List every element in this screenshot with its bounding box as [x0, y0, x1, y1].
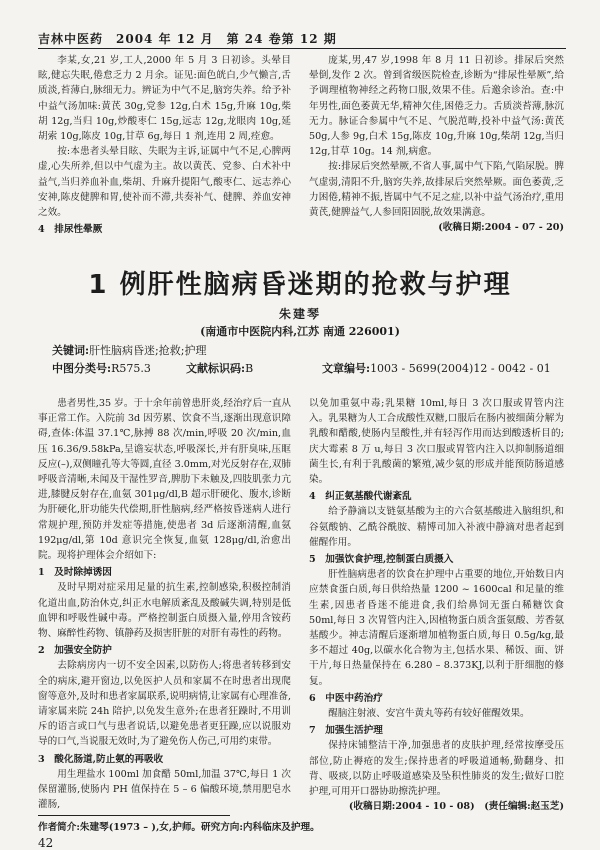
journal-running-header: 吉林中医药 2004 年 12 月 第 24 卷第 12 期	[38, 32, 337, 46]
body-paragraph: 以免加重氨中毒;乳果糖 10ml,每日 3 次口服或胃管内注入。乳果糖为人工合成酸性双糖,口服后在肠内被细菌分解为乳酸和醋酸,使肠内呈酸性,并有轻泻作用而达到酸透析目的;庆大霉素 8 万 u,每日 3 次口服或胃管内注入以抑制肠道细菌生长,有利于乳酸菌的繁殖,减少氨的形成并能预防肠道感染。	[309, 398, 564, 486]
body-paragraph: 及时早期对症采用足量的抗生素,控制感染,积极控制消化道出血,防治休克,纠正水电解质紊乱及酸碱失调,特别是低血钾和呼吸性碱中毒。严格控制蛋白质摄入量,停用含铵药物、麻醉性药物、镇静药及损害肝脏的对肝有毒性的药物。	[38, 582, 291, 640]
commentary-paragraph: 按:排尿后突然晕厥,不省人事,属中气下陷,气陷尿脱。脾气虚弱,清阳不升,脑窍失养,故排尿后突然晕厥。面色萎黄,乏力困倦,精神不振,皆属中气不足之症,以补中益气汤治疗,重用黄芪,健脾益气,人参回阳固脱,故效果满意。	[309, 161, 564, 219]
doc-code-line	[186, 360, 253, 376]
author-affiliation: (南通市中医院内科,江苏 南通 226001)	[200, 325, 400, 338]
doc-code-label: 文献标识码:	[186, 362, 246, 375]
article-number-value: 1003 - 5699(2004)12 - 0042 - 01	[370, 362, 551, 375]
keywords-line	[52, 342, 206, 358]
classification-line	[52, 360, 151, 376]
section-heading: 3 酸化肠道,防止氨的再吸收	[38, 753, 164, 765]
doc-code-value: B	[245, 362, 254, 375]
article-title: 1 例肝性脑病昏迷期的抢救与护理	[88, 270, 512, 300]
section-heading: 5 加强饮食护理,控制蛋白质摄入	[309, 554, 454, 566]
header-rule	[38, 48, 566, 49]
top-right-column	[309, 53, 564, 235]
body-paragraph: 患者男性,35 岁。于十余年前曾患肝炎,经治疗后一直从事正常工作。入院前 3d 因劳累、饮食不当,逐渐出现意识障碍,查体:体温 37.1℃,脉搏 88 次/min,呼吸 20 次/min,血压 16.36/9.58kPa,呈谵妄状态,呼吸深长,并有肝臭味,压眶反应(–),双侧瞳孔等大等圆,直径 3.0mm,对光反射存在,双肺呼吸音清晰,未闻及干湿性罗音,脾肋下未触及,四肢肌张力亢进,膝腱反射存在,血氨 301μg/dl,B 超示肝硬化、腹水,诊断为肝硬化,肝功能失代偿期,肝性脑病,经严格按昏迷病人进行常规护理,预防并发症等措施,使患者 3d 后逐渐清醒,血氨 192μg/dl,第 10d 意识完全恢复,血氨 128μg/dl,治愈出院。现将护理体会介绍如下:	[38, 398, 291, 562]
commentary-paragraph: 按:本患者头晕目眩、失眠为主诉,证属中气不足,心脾两虚,心失所养,但以中气虚为主。故以黄芪、党参、白术补中益气,当归养血补血,柴胡、升麻升提阳气,酸枣仁、远志养心安神,陈皮健脾和胃,使补而不滞,共奏补气、健脾、养血安神之效。	[38, 146, 291, 219]
received-date: (收稿日期:2004 - 07 - 20)	[438, 222, 564, 234]
case-paragraph: 庞某,男,47 岁,1998 年 8 月 11 日初诊。排尿后突然晕倒,发作 2 次。曾到省级医院检查,诊断为“排尿性晕厥”,给予调理植物神经之药物口服,效果不佳。后邀余诊治。查:中年男性,面色萎黄无华,精神欠佳,困倦乏力。舌质淡苔薄,脉沉无力。脉证合参属中气不足、气脱范畴,投补中益气汤:黄芪 50g,人参 9g,白术 15g,陈皮 10g,升麻 10g,柴胡 12g,当归 12g,甘草 10g。14 剂,病愈。	[309, 55, 564, 158]
clc-label: 中图分类号:	[52, 362, 112, 375]
body-paragraph: 肝性脑病患者的饮食在护理中占重要的地位,开始数日内应禁食蛋白质,每日供给热量 1200 ~ 1600cal 和足量的维生素,因患者昏迷不能进食,我们给鼻饲无蛋白稀糖饮食 50ml,每日 3 次胃管内注入,因植物蛋白质含蛋氨酸、芳香氨基酸少。神志清醒后逐渐增加植物蛋白质,每日 0.5g/kg,最多不超过 40g,以碳水化合物为主,包括水果、稀饭、面、饼干片,每日热量保持在 6.280 – 8.373KJ,以利于肝细胞的修复。	[309, 569, 564, 687]
section-heading: 4 纠正氨基酸代谢紊乱	[309, 491, 412, 503]
article-number-line	[322, 360, 551, 376]
section-heading: 6 中医中药治疗	[309, 692, 383, 704]
author-bio-footnote: 作者简介:朱建琴(1973 – ),女,护师。研究方向:内科临床及护理。	[38, 822, 320, 833]
footnote-rule	[38, 815, 230, 816]
article-number-label: 文章编号:	[322, 362, 371, 375]
body-paragraph: 去除病房内一切不安全因素,以防伤人;将患者转移到安全的病床,避开窗边,以免医护人员和家属不在时患者出现爬窗等意外,及时和患者家属联系,说明病情,让家属有心理准备,请家属来院 24h 陪护,以免发生意外;在患者狂躁时,不用训斥的语言或口气与患者说话,以避免患者更狂躁,应以说服劝导的口气,当说服无效时,为了避免伤人伤己,可用约束带。	[38, 660, 291, 748]
bottom-right-column	[309, 396, 564, 814]
keywords-value: 肝性脑病昏迷;抢救;护理	[89, 344, 207, 357]
body-paragraph: 醒脑注射液、安宫牛黄丸等药有较好催醒效果。	[328, 708, 530, 720]
section-heading: 1 及时除掉诱因	[38, 567, 112, 579]
author-name: 朱建琴	[278, 307, 321, 321]
top-left-column	[38, 53, 291, 237]
responsible-editor: (责任编辑:赵玉芝)	[484, 801, 564, 813]
section-heading: 7 加强生活护理	[309, 725, 383, 737]
keywords-label: 关键词:	[52, 344, 90, 357]
received-date: (收稿日期:2004 - 10 - 08)	[348, 801, 475, 813]
case-paragraph: 李某,女,21 岁,工人,2000 年 5 月 3 日初诊。头晕目眩,健忘失眠,倦怠乏力 2 月余。证见:面色㿠白,少气懒言,舌质淡,苔薄白,脉细无力。辨证为中气不足,脑窍失养。给予补中益气汤加味:黄芪 30g,党参 12g,白术 15g,升麻 10g,柴胡 12g,当归 10g,炒酸枣仁 15g,远志 12g,龙眼肉 10g,延胡索 10g,陈皮 10g,甘草 6g,每日 1 剂,连用 2 周,痊愈。	[38, 55, 291, 143]
bottom-left-column	[38, 396, 291, 812]
clc-value: R575.3	[111, 362, 151, 375]
section-heading: 4 排尿性晕厥	[38, 224, 103, 236]
section-heading: 2 加强安全防护	[38, 645, 112, 657]
body-paragraph: 保持床铺整洁干净,加强患者的皮肤护理,经常按摩受压部位,防止褥疮的发生;保持患者的呼吸道通畅,勤翻身、扣背、吸痰,以防止呼吸道感染及坠积性肺炎的发生;做好口腔护理,可用开口器协助擦洗护理。	[309, 740, 564, 798]
body-paragraph: 用生理盐水 100ml 加食醋 50ml,加温 37℃,每日 1 次保留灌肠,使肠内 PH 值保持在 5 – 6 偏酸环境,禁用肥皂水灌肠,	[38, 768, 291, 811]
body-paragraph: 给予静滴以支链氨基酸为主的六合氨基酸进入脑组织,和谷氨酸钠、乙酰谷酰胺、精博司加入补液中静滴对患者起到催醒作用。	[309, 506, 564, 548]
received-and-editor	[309, 799, 564, 814]
page-number: 42	[38, 836, 54, 850]
